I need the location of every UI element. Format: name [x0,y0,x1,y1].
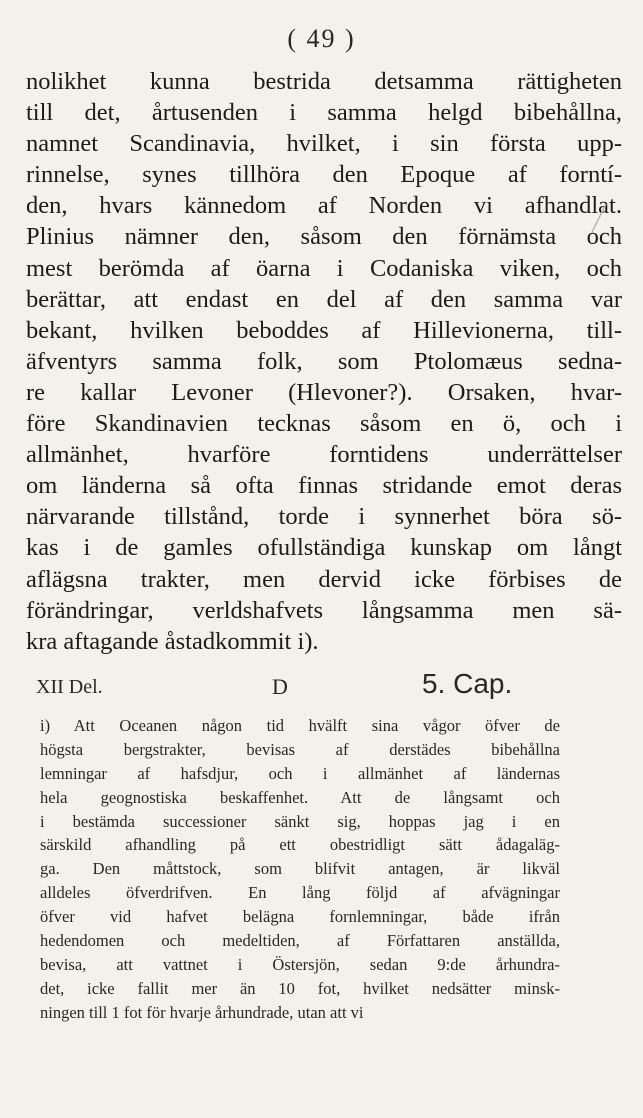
main-text-line: berättar, att endast en del af den samma var [26,285,622,313]
main-text-line: namnet Scandinavia, hvilket, i sin första upp- [26,130,622,158]
main-text-line: kas i de gamles ofullständiga kunskap om långt [26,534,622,562]
chapter-mark: 5. Cap. [422,668,513,699]
volume-mark: XII Del. [36,676,103,698]
footnote-line: alldeles öfverdrifven. En lång följd af afvägningar [40,883,560,903]
footnote-line: bevisa, att vattnet i Östersjön, sedan 9:de århundra- [40,954,560,974]
footnote-line: hela geognostiska beskaffenhet. Att de långsamt och [40,787,560,807]
footnote-line: det, icke fallit mer än 10 fot, hvilket nedsätter minsk- [40,978,560,998]
footnote-line: hedendomen och medeltiden, af Författaren anställda, [40,931,560,951]
main-text-line: bekant, hvilken beboddes af Hillevionerna, till- [26,316,622,344]
page-number: ( 49 ) [287,24,356,53]
main-text-line: närvarande tillstånd, torde i synnerhet böra sö- [26,503,622,531]
main-text-line: Plinius nämner den, såsom den förnämsta och [26,223,622,251]
main-text-line: om länderna så ofta finnas stridande emot deras [26,472,622,500]
footnote-block [40,714,560,1025]
main-text-line: till det, årtusenden i samma helgd bibehållna, [26,99,622,127]
main-text-line: aflägsna trakter, men dervid icke förbises de [26,565,622,593]
footnote-line: ga. Den måttstock, som blifvit antagen, är likväl [40,859,560,879]
main-text-line: re kallar Levoner (Hlevoner?). Orsaken, hvar- [26,378,622,406]
footnote-line: i bestämda successioner sänkt sig, hoppas jag i en [40,811,560,831]
footnote-line: lemningar af hafsdjur, och i allmänhet af ländernas [40,763,560,783]
main-text-line: rinnelse, synes tillhöra den Epoque af forntí- [26,161,622,189]
footnote-line: högsta bergstrakter, bevisas af derstädes bibehållna [40,739,560,759]
footnote-line: särskild afhandling på ett obestridligt sätt ådagaläg- [40,835,560,855]
main-text-line: den, hvars kännedom af Norden vi afhandlat. [26,192,622,220]
signature-line [36,668,526,708]
main-text-line: nolikhet kunna bestrida detsamma rättigheten [26,68,622,95]
main-text-line: äfventyrs samma folk, som Ptolomæus sedna- [26,347,622,375]
signature-letter: D [272,674,288,699]
main-text-line: före Skandinavien tecknas såsom en ö, och i [26,410,622,438]
main-text-block [26,66,622,657]
main-text-line: förändringar, verldshafvets långsamma men sä- [26,596,622,624]
margin-pencil-mark [584,200,612,236]
footnote-line: öfver vid hafvet belägna fornlemningar, både ifrån [40,907,560,927]
main-text-line: allmänhet, hvarföre forntidens underrättelser [26,441,622,469]
footnote-line: ningen till 1 fot för hvarje århundrade, utan att vi [40,1002,364,1022]
main-text-line: mest berömda af öarna i Codaniska viken, och [26,254,622,282]
main-text-line: kra aftagande åstadkommit i). [26,627,319,655]
footnote-line: i) Att Oceanen någon tid hvälft sina vågor öfver de [40,716,560,735]
